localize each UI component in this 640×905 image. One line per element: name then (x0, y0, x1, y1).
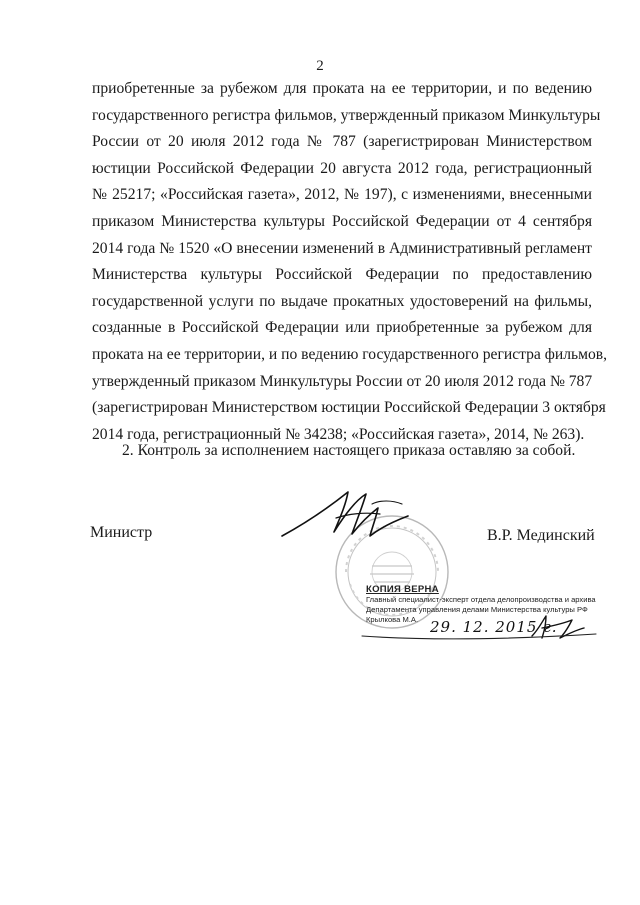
paragraph-line: утвержденный приказом Минкультуры России от 20 июля 2012 года № 787 (92, 372, 593, 390)
minister-name: В.Р. Мединский (487, 527, 595, 544)
certified-copy-line: Главный специалист-эксперт отдела делопроизводства и архива (366, 595, 596, 604)
paragraph-1 (92, 76, 608, 448)
paragraph-2: 2. Контроль за исполнением настоящего приказа оставляю за собой. (122, 442, 576, 459)
paragraph-line: № 25217; «Российская газета», 2012, № 197), с изменениями, внесенными (92, 186, 592, 204)
paragraph-line: приобретенные за рубежом для проката на ее территории, и по ведению (92, 80, 592, 97)
paragraph-line: созданные в Российской Федерации или приобретенные за рубежом для (92, 319, 592, 337)
certified-copy-underline (360, 630, 600, 644)
paragraph-line: приказом Министерства культуры Российской Федерации от 4 сентября (92, 212, 592, 230)
certified-copy-title: КОПИЯ ВЕРНА (366, 584, 439, 595)
paragraph-line: (зарегистрирован Министерством юстиции Российской Федерации 3 октября (92, 399, 606, 417)
certified-copy-line: Крылкова М.А. (366, 615, 419, 624)
page-number: 2 (316, 58, 324, 74)
paragraph-line: юстиции Российской Федерации 20 августа 2012 года, регистрационный (92, 159, 592, 177)
paragraph-line: 2014 года, регистрационный № 34238; «Российская газета», 2014, № 263). (92, 425, 585, 443)
paragraph-line: государственной услуги по выдаче прокатных удостоверений на фильмы, (92, 292, 592, 310)
certified-copy-line: Департамента управления делами Министерства культуры РФ (366, 605, 588, 614)
certified-copy-date: 29. 12. 2015 г. (430, 618, 558, 636)
minister-position-label: Министр (90, 524, 153, 541)
paragraph-line: 2014 года № 1520 «О внесении изменений в Административный регламент (92, 239, 592, 257)
paragraph-line: государственного регистра фильмов, утвержденный приказом Минкультуры (92, 106, 601, 124)
paragraph-line: Министерства культуры Российской Федерации по предоставлению (92, 266, 592, 284)
minister-signature (276, 478, 416, 558)
paragraph-line: проката на ее территории, и по ведению государственного регистра фильмов, (92, 345, 608, 363)
paragraph-line: России от 20 июля 2012 года № 787 (зарегистрирован Министерством (92, 133, 592, 151)
